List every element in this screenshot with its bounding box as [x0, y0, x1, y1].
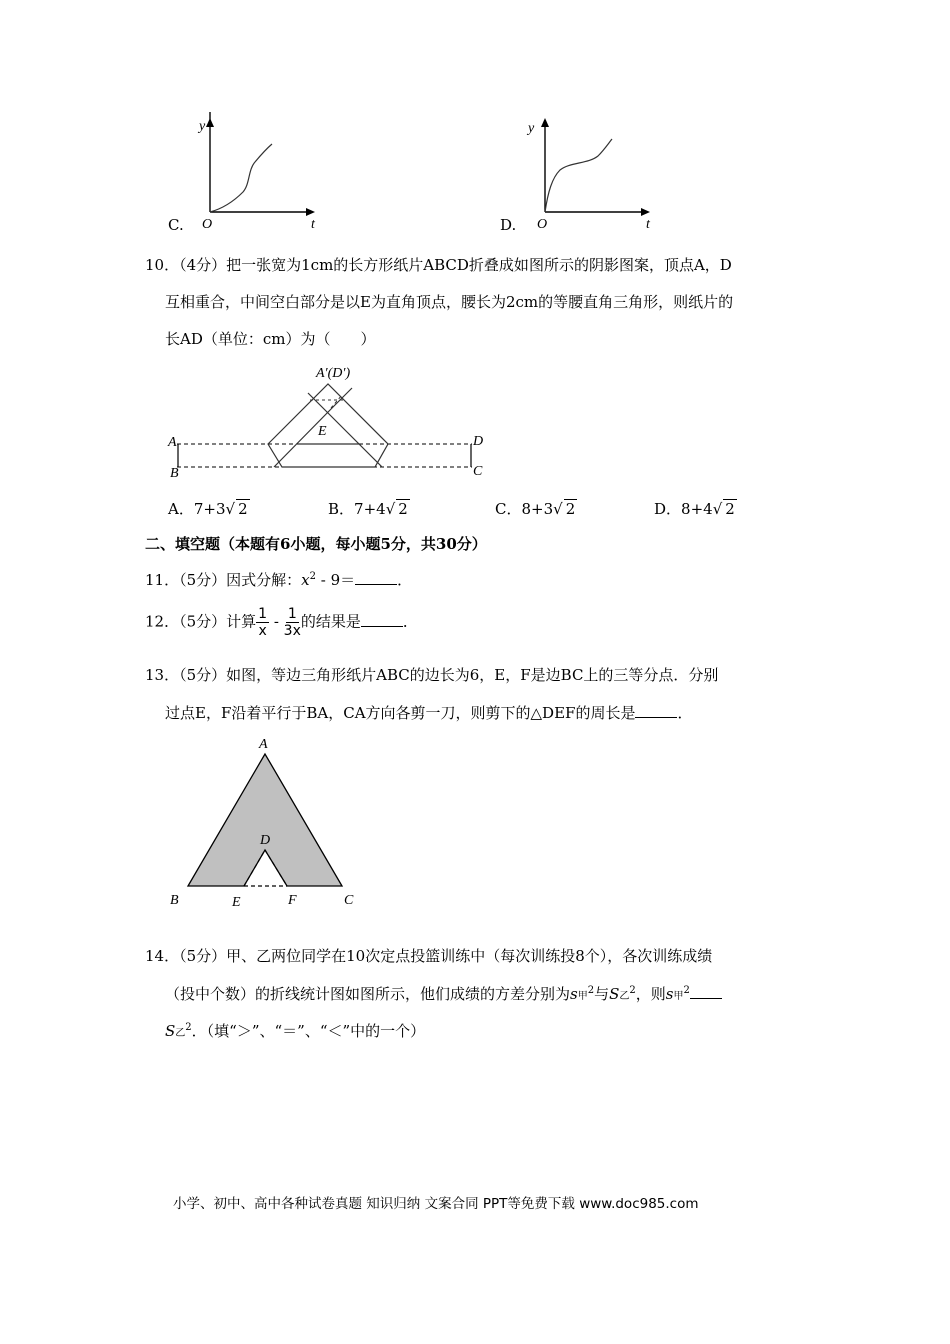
subscript-jia: 甲 [577, 991, 588, 1002]
option-c-graph [165, 112, 340, 236]
q12-suffix: 的结果是 [300, 612, 361, 631]
vertex-c-label: C [344, 893, 354, 908]
q10-option-b [328, 498, 410, 519]
q10-line2: 互相重合，中间空白部分是以E为直角顶点，腰长为2cm的等腰直角三角形，则纸片的 [165, 293, 734, 311]
q14-line3-text: ．（填“＞”、“＝”、“＜”中的一个） [191, 1022, 426, 1040]
radical-sign: √ [225, 500, 236, 518]
option-c-label: C. [168, 216, 184, 234]
section-heading: 二、填空题（本题有6小题，每小题5分，共30分） [145, 535, 487, 553]
q14-line1: 14．（5分）甲、乙两位同学在10次定点投篮训练中（每次训练投8个），各次训练成绩 [145, 947, 713, 965]
fraction-1 [256, 606, 269, 639]
q11-end: ． [397, 571, 413, 589]
q14-line3 [165, 1020, 425, 1041]
s-jia: s [570, 985, 578, 1003]
radicand: 2 [725, 500, 735, 518]
q11-prefix: 11．（5分）因式分解： [145, 571, 302, 589]
q14-and: 与 [594, 985, 610, 1003]
t-axis-label: t [646, 217, 650, 232]
origin-label: O [202, 217, 213, 232]
denominator: x [258, 623, 267, 639]
exp: 2 [587, 985, 595, 996]
radical-sign: √ [553, 500, 563, 518]
q12 [145, 606, 418, 639]
vertex-c-label: C [473, 464, 483, 479]
origin-label: O [537, 217, 548, 232]
q10-option-a [168, 498, 250, 519]
radical-sign: √ [712, 500, 723, 518]
subscript-jia: 甲 [673, 991, 684, 1002]
subscript-yi: 乙 [619, 991, 630, 1002]
s-yi: S [609, 985, 620, 1003]
vertex-b-label: B [170, 466, 179, 481]
vertex-d-label: D [260, 833, 271, 848]
answer-blank[interactable] [355, 570, 397, 585]
q13-line2-text: 过点E，F沿着平行于BA，CA方向各剪一刀，则剪下的△DEF的周长是 [165, 704, 636, 722]
exp: 2 [629, 985, 636, 996]
answer-blank[interactable] [635, 703, 677, 718]
exp: 2 [185, 1022, 192, 1033]
q10-line1: 10．（4分）把一张宽为1cm的长方形纸片ABCD折叠成如图所示的阴影图案，顶点A，D [145, 256, 732, 274]
q11-variable: x [301, 571, 310, 589]
denominator: 3x [283, 623, 301, 639]
q13-line1: 13．（5分）如图，等边三角形纸片ABC的边长为6，E，F是边BC上的三等分点．分别 [145, 666, 719, 684]
s-yi: S [165, 1022, 176, 1040]
subscript-yi: 乙 [175, 1028, 186, 1039]
radical-sign: √ [385, 500, 396, 518]
t-axis-label: t [311, 217, 315, 232]
option-d-graph [500, 112, 675, 236]
vertex-b-label: B [170, 893, 179, 908]
radicand: 2 [238, 500, 248, 518]
q10-option-c [495, 498, 577, 519]
q12-end: ． [402, 612, 418, 631]
q14-line2-text: （投中个数）的折线统计图如图所示，他们成绩的方差分别为 [165, 985, 571, 1003]
minus-sign: - [269, 612, 284, 631]
option-label: D．8+4 [654, 500, 713, 518]
q11 [145, 569, 412, 590]
footer-text: 小学、初中、高中各种试卷真题 知识归纳 文案合同 PPT等免费下载 www.doc985.com [173, 1196, 699, 1212]
q14-then: ，则 [635, 985, 666, 1003]
q12-prefix: 12．（5分）计算 [145, 612, 257, 631]
radicand: 2 [398, 500, 408, 518]
vertex-e-label: E [318, 424, 327, 439]
q13-end: ． [677, 704, 693, 722]
numerator: 1 [258, 606, 268, 622]
q10-line3: 长AD（单位：cm）为（ ） [165, 330, 376, 348]
answer-blank[interactable] [690, 984, 722, 999]
option-label: A．7+3 [168, 500, 226, 518]
vertex-f-label: F [288, 893, 297, 908]
fraction-2 [284, 606, 301, 639]
option-label: B．7+4 [328, 500, 386, 518]
q10-option-d [654, 498, 737, 519]
numerator: 1 [287, 606, 297, 622]
vertex-d-label: D [473, 434, 484, 449]
q14-line2 [165, 983, 722, 1004]
vertex-a-label: A [168, 435, 177, 450]
option-d-label: D. [500, 216, 517, 234]
vertex-a-prime-label: A′(D′) [316, 366, 351, 381]
q11-exponent: 2 [309, 571, 316, 582]
option-label: C．8+3 [495, 500, 554, 518]
radicand: 2 [565, 500, 576, 518]
answer-blank[interactable] [361, 612, 403, 627]
vertex-e-label: E [232, 895, 241, 910]
q11-rest: - 9＝ [315, 571, 356, 589]
vertex-a-label: A [259, 737, 268, 752]
q13-figure [160, 732, 370, 916]
q10-figure [160, 360, 500, 489]
y-axis-label: y [528, 121, 535, 136]
exp: 2 [683, 985, 690, 996]
q13-line2 [165, 702, 692, 723]
s-jia: s [665, 985, 674, 1003]
y-axis-label: y [199, 119, 206, 134]
